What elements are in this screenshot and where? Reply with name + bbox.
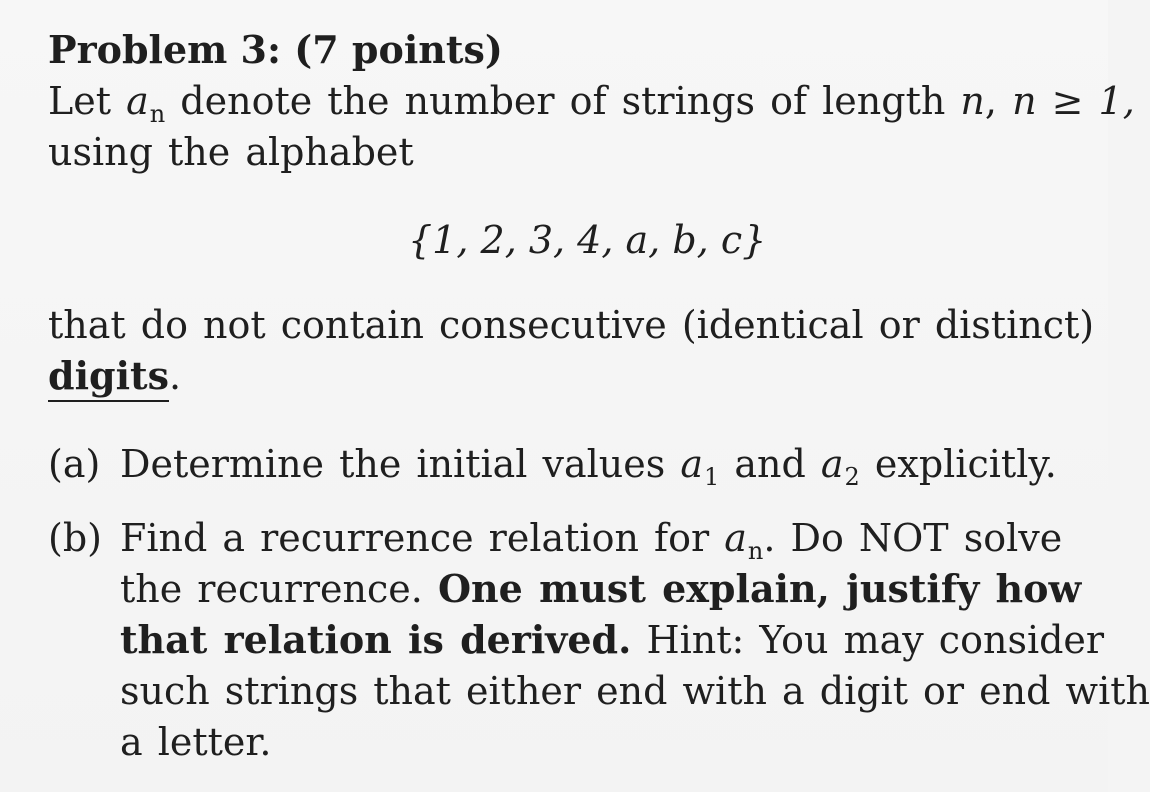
a2-subscript: 2	[844, 463, 860, 491]
part-b-line-2-normal: the recurrence.	[120, 567, 438, 611]
part-a-text-before: Determine the initial values	[120, 442, 681, 486]
n-condition: n ≥ 1,	[1012, 79, 1135, 123]
condition-line-2	[48, 350, 1068, 402]
problem-title: Problem 3: (7 points)	[48, 27, 503, 72]
digits-period: .	[168, 354, 182, 398]
a2-base: a	[820, 442, 844, 486]
part-a-text-after: explicitly.	[859, 442, 1057, 486]
a-symbol: a	[126, 79, 149, 123]
part-b-marker: (b)	[48, 516, 102, 560]
part-a-between: and	[719, 442, 821, 486]
part-b-line-3-normal: Hint: You may consider	[631, 618, 1105, 662]
part-a-marker: (a)	[48, 442, 101, 486]
a1-base: a	[680, 442, 703, 486]
a1-symbol	[680, 442, 720, 491]
intro-comma-text: ,	[984, 79, 1013, 123]
problem-intro-line-2: using the alphabet	[48, 130, 414, 174]
condition-line-1: that do not contain consecutive (identical or distinct)	[48, 303, 1095, 347]
intro-description-text: denote the number of strings of length	[165, 79, 961, 123]
part-b-line-1-before: Find a recurrence relation for	[120, 516, 725, 560]
part-b-line-3-bold: that relation is derived.	[120, 617, 632, 662]
a2-symbol	[820, 442, 860, 491]
part-b-an-base: a	[724, 516, 747, 560]
part-b-line-1-after: . Do NOT solve	[763, 516, 1063, 560]
part-b-line-1	[120, 512, 1070, 569]
digits-emphasis: digits	[48, 354, 169, 402]
part-b-an-symbol	[724, 516, 764, 565]
a1-subscript: 1	[703, 463, 720, 491]
part-b-line-5: a letter.	[120, 720, 272, 764]
problem-intro-line-1	[48, 75, 1135, 132]
a-sub-n-symbol	[126, 79, 166, 128]
a-subscript-n: n	[149, 100, 166, 128]
part-b-line-2-bold: One must explain, justify how	[437, 566, 1082, 611]
alphabet-set: {1, 2, 3, 4, a, b, c}	[408, 218, 767, 262]
part-b-line-4: such strings that either end with a digit or end with	[120, 669, 1150, 713]
length-n-symbol: n	[960, 79, 985, 123]
intro-let-text: Let	[48, 79, 127, 123]
part-b-an-subscript: n	[747, 537, 764, 565]
part-a-text	[120, 438, 1070, 495]
part-b-line-3	[120, 614, 1105, 666]
part-b-line-2	[120, 563, 1082, 615]
